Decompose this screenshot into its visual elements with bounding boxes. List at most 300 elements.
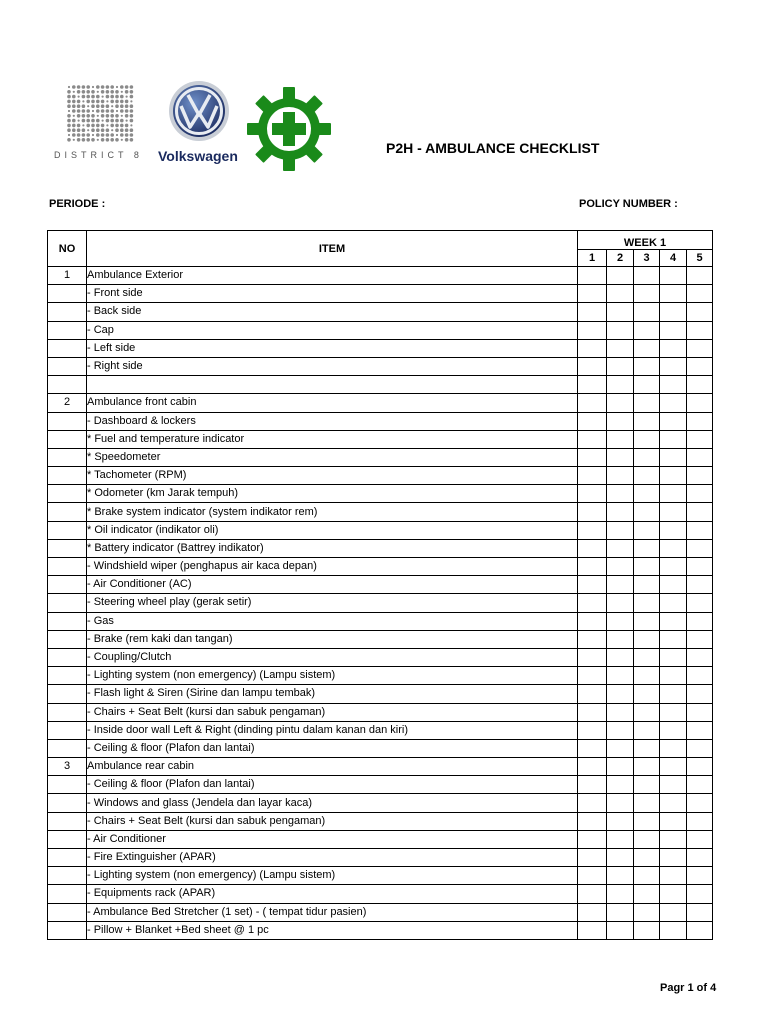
check-cell-day-5[interactable]	[687, 412, 713, 430]
check-cell-day-4[interactable]	[660, 267, 687, 285]
check-cell-day-5[interactable]	[687, 503, 713, 521]
logo-dot	[125, 90, 129, 94]
row-number	[48, 539, 87, 557]
check-cell-day-4[interactable]	[660, 412, 687, 430]
check-cell-day-4[interactable]	[660, 739, 687, 757]
check-cell-day-5[interactable]	[687, 667, 713, 685]
check-cell-day-5[interactable]	[687, 539, 713, 557]
logo-dot	[86, 133, 90, 137]
logo-dot	[115, 128, 119, 132]
check-cell-day-1[interactable]	[578, 412, 607, 430]
row-item: - Pillow + Blanket +Bed sheet @ 1 pc	[87, 921, 578, 939]
check-cell-day-4[interactable]	[660, 448, 687, 466]
check-cell-day-1[interactable]	[578, 612, 607, 630]
check-cell-day-1[interactable]	[578, 812, 607, 830]
logo-dot	[126, 120, 128, 122]
check-cell-day-2[interactable]	[607, 339, 634, 357]
logo-dot	[72, 109, 76, 113]
logo-dot	[72, 85, 76, 89]
check-cell-day-5[interactable]	[687, 703, 713, 721]
logo-dot	[91, 95, 95, 99]
check-cell-day-5[interactable]	[687, 448, 713, 466]
logo-dot	[77, 133, 81, 137]
check-cell-day-2[interactable]	[607, 594, 634, 612]
logo-dot	[125, 104, 129, 108]
check-cell-day-2[interactable]	[607, 830, 634, 848]
check-cell-day-3[interactable]	[634, 812, 660, 830]
check-cell-day-4[interactable]	[660, 921, 687, 939]
check-cell-day-2[interactable]	[607, 903, 634, 921]
logo-dot	[96, 133, 100, 137]
check-cell-day-3[interactable]	[634, 448, 660, 466]
logo-dot	[101, 128, 105, 132]
check-cell-day-3[interactable]	[634, 903, 660, 921]
check-cell-day-3[interactable]	[634, 776, 660, 794]
check-cell-day-4[interactable]	[660, 485, 687, 503]
check-cell-day-3[interactable]	[634, 394, 660, 412]
check-cell-day-4[interactable]	[660, 285, 687, 303]
check-cell-day-4[interactable]	[660, 430, 687, 448]
check-cell-day-3[interactable]	[634, 630, 660, 648]
logo-dot	[101, 104, 105, 108]
logo-dot	[91, 124, 95, 128]
check-cell-day-3[interactable]	[634, 467, 660, 485]
row-number	[48, 430, 87, 448]
check-cell-day-2[interactable]	[607, 376, 634, 394]
check-cell-day-2[interactable]	[607, 776, 634, 794]
logo-dot	[77, 114, 81, 118]
logo-dot	[82, 109, 86, 113]
logo-dot	[77, 100, 81, 104]
check-cell-day-2[interactable]	[607, 321, 634, 339]
check-cell-day-5[interactable]	[687, 630, 713, 648]
check-cell-day-1[interactable]	[578, 776, 607, 794]
check-cell-day-1[interactable]	[578, 267, 607, 285]
check-cell-day-5[interactable]	[687, 576, 713, 594]
table-row	[48, 503, 713, 521]
logo-dot	[110, 100, 114, 104]
check-cell-day-3[interactable]	[634, 648, 660, 666]
table-row	[48, 758, 713, 776]
check-cell-day-2[interactable]	[607, 448, 634, 466]
table-row	[48, 867, 713, 885]
check-cell-day-5[interactable]	[687, 303, 713, 321]
row-item: - Chairs + Seat Belt (kursi dan sabuk pengaman)	[87, 703, 578, 721]
check-cell-day-5[interactable]	[687, 267, 713, 285]
header-day-1: 1	[578, 250, 607, 267]
logo-dot	[101, 100, 105, 104]
check-cell-day-2[interactable]	[607, 285, 634, 303]
logo-dot	[82, 85, 86, 89]
check-cell-day-3[interactable]	[634, 503, 660, 521]
check-cell-day-2[interactable]	[607, 721, 634, 739]
logo-dot	[67, 100, 71, 104]
check-cell-day-5[interactable]	[687, 721, 713, 739]
check-cell-day-5[interactable]	[687, 394, 713, 412]
check-cell-day-3[interactable]	[634, 303, 660, 321]
check-cell-day-4[interactable]	[660, 685, 687, 703]
logo-dot	[102, 96, 104, 98]
check-cell-day-2[interactable]	[607, 576, 634, 594]
row-item: - Equipments rack (APAR)	[87, 885, 578, 903]
check-cell-day-1[interactable]	[578, 430, 607, 448]
check-cell-day-5[interactable]	[687, 376, 713, 394]
check-cell-day-4[interactable]	[660, 758, 687, 776]
table-row	[48, 357, 713, 375]
table-row	[48, 448, 713, 466]
table-row	[48, 849, 713, 867]
check-cell-day-4[interactable]	[660, 521, 687, 539]
logo-dot	[96, 85, 100, 89]
row-item: * Fuel and temperature indicator	[87, 430, 578, 448]
row-item: * Odometer (km Jarak tempuh)	[87, 485, 578, 503]
logo-dot	[115, 114, 119, 118]
logo-dot	[110, 90, 114, 94]
check-cell-day-1[interactable]	[578, 357, 607, 375]
check-cell-day-2[interactable]	[607, 758, 634, 776]
check-cell-day-1[interactable]	[578, 321, 607, 339]
check-cell-day-4[interactable]	[660, 867, 687, 885]
check-cell-day-4[interactable]	[660, 849, 687, 867]
checklist-table	[47, 230, 713, 940]
check-cell-day-1[interactable]	[578, 521, 607, 539]
logo-dot	[130, 119, 134, 123]
check-cell-day-4[interactable]	[660, 630, 687, 648]
check-cell-day-1[interactable]	[578, 703, 607, 721]
row-number	[48, 612, 87, 630]
check-cell-day-2[interactable]	[607, 394, 634, 412]
check-cell-day-1[interactable]	[578, 594, 607, 612]
check-cell-day-1[interactable]	[578, 739, 607, 757]
row-item: * Brake system indicator (system indikator rem)	[87, 503, 578, 521]
row-item: - Left side	[87, 339, 578, 357]
table-row	[48, 921, 713, 939]
check-cell-day-3[interactable]	[634, 267, 660, 285]
row-number	[48, 703, 87, 721]
check-cell-day-2[interactable]	[607, 558, 634, 576]
check-cell-day-2[interactable]	[607, 885, 634, 903]
check-cell-day-3[interactable]	[634, 576, 660, 594]
check-cell-day-5[interactable]	[687, 830, 713, 848]
logo-dot	[125, 124, 129, 128]
row-number	[48, 467, 87, 485]
check-cell-day-4[interactable]	[660, 558, 687, 576]
check-cell-day-3[interactable]	[634, 758, 660, 776]
check-cell-day-4[interactable]	[660, 376, 687, 394]
check-cell-day-1[interactable]	[578, 849, 607, 867]
logo-dot	[121, 91, 123, 93]
row-item: - Chairs + Seat Belt (kursi dan sabuk pengaman)	[87, 812, 578, 830]
logo-dot	[106, 100, 108, 102]
check-cell-day-1[interactable]	[578, 667, 607, 685]
logo-dot	[82, 100, 84, 102]
check-cell-day-5[interactable]	[687, 648, 713, 666]
check-cell-day-4[interactable]	[660, 503, 687, 521]
row-item: - Lighting system (non emergency) (Lampu sistem)	[87, 867, 578, 885]
check-cell-day-5[interactable]	[687, 594, 713, 612]
check-cell-day-1[interactable]	[578, 830, 607, 848]
check-cell-day-2[interactable]	[607, 521, 634, 539]
logo-dot	[96, 109, 100, 113]
check-cell-day-3[interactable]	[634, 849, 660, 867]
check-cell-day-1[interactable]	[578, 539, 607, 557]
check-cell-day-4[interactable]	[660, 721, 687, 739]
check-cell-day-3[interactable]	[634, 376, 660, 394]
check-cell-day-1[interactable]	[578, 648, 607, 666]
check-cell-day-1[interactable]	[578, 303, 607, 321]
check-cell-day-2[interactable]	[607, 703, 634, 721]
check-cell-day-1[interactable]	[578, 921, 607, 939]
logo-dot	[87, 105, 89, 107]
check-cell-day-3[interactable]	[634, 430, 660, 448]
logo-dot	[82, 114, 86, 118]
logo-dot	[126, 96, 128, 98]
table-row	[48, 794, 713, 812]
check-cell-day-4[interactable]	[660, 539, 687, 557]
check-cell-day-5[interactable]	[687, 485, 713, 503]
check-cell-day-3[interactable]	[634, 703, 660, 721]
volkswagen-logo	[156, 80, 246, 166]
logo-dot	[86, 109, 90, 113]
check-cell-day-4[interactable]	[660, 903, 687, 921]
check-cell-day-1[interactable]	[578, 467, 607, 485]
check-cell-day-4[interactable]	[660, 594, 687, 612]
row-number	[48, 867, 87, 885]
check-cell-day-2[interactable]	[607, 303, 634, 321]
logo-dot	[77, 124, 81, 128]
logo-dot	[87, 129, 89, 131]
volkswagen-logo-text: Volkswagen	[158, 148, 238, 164]
logo-dot	[125, 109, 129, 113]
check-cell-day-1[interactable]	[578, 576, 607, 594]
check-cell-day-1[interactable]	[578, 376, 607, 394]
table-row	[48, 394, 713, 412]
check-cell-day-2[interactable]	[607, 503, 634, 521]
check-cell-day-4[interactable]	[660, 703, 687, 721]
check-cell-day-1[interactable]	[578, 558, 607, 576]
check-cell-day-5[interactable]	[687, 558, 713, 576]
row-item: - Air Conditioner	[87, 830, 578, 848]
row-number: 1	[48, 267, 87, 285]
row-item: - Ceiling & floor (Plafon dan lantai)	[87, 739, 578, 757]
check-cell-day-2[interactable]	[607, 812, 634, 830]
check-cell-day-1[interactable]	[578, 503, 607, 521]
row-number	[48, 357, 87, 375]
check-cell-day-2[interactable]	[607, 430, 634, 448]
check-cell-day-5[interactable]	[687, 357, 713, 375]
logo-dot	[97, 91, 99, 93]
safety-gear-logo	[246, 86, 332, 172]
check-cell-day-2[interactable]	[607, 357, 634, 375]
logo-dot	[106, 85, 110, 89]
logo-dot	[106, 128, 110, 132]
table-row	[48, 467, 713, 485]
check-cell-day-4[interactable]	[660, 776, 687, 794]
logo-dot	[101, 114, 105, 118]
green-cross-gear-icon	[246, 86, 332, 172]
check-cell-day-5[interactable]	[687, 339, 713, 357]
check-cell-day-2[interactable]	[607, 867, 634, 885]
check-cell-day-4[interactable]	[660, 303, 687, 321]
check-cell-day-5[interactable]	[687, 521, 713, 539]
check-cell-day-3[interactable]	[634, 867, 660, 885]
logo-dot	[121, 139, 123, 141]
check-cell-day-3[interactable]	[634, 885, 660, 903]
check-cell-day-4[interactable]	[660, 885, 687, 903]
row-item: - Flash light & Siren (Sirine dan lampu tembak)	[87, 685, 578, 703]
logo-dot	[110, 133, 114, 137]
table-row	[48, 412, 713, 430]
check-cell-day-3[interactable]	[634, 667, 660, 685]
logo-dot	[130, 90, 134, 94]
table-row	[48, 430, 713, 448]
header-day-2: 2	[607, 250, 634, 267]
check-cell-day-4[interactable]	[660, 667, 687, 685]
check-cell-day-5[interactable]	[687, 467, 713, 485]
row-item: - Ambulance Bed Stretcher (1 set) - ( tempat tidur pasien)	[87, 903, 578, 921]
check-cell-day-2[interactable]	[607, 921, 634, 939]
check-cell-day-1[interactable]	[578, 339, 607, 357]
check-cell-day-1[interactable]	[578, 794, 607, 812]
check-cell-day-5[interactable]	[687, 739, 713, 757]
logo-dot	[77, 90, 81, 94]
check-cell-day-4[interactable]	[660, 394, 687, 412]
check-cell-day-5[interactable]	[687, 885, 713, 903]
row-item: * Speedometer	[87, 448, 578, 466]
check-cell-day-3[interactable]	[634, 921, 660, 939]
logo-dot	[130, 133, 134, 137]
check-cell-day-3[interactable]	[634, 521, 660, 539]
check-cell-day-1[interactable]	[578, 448, 607, 466]
check-cell-day-2[interactable]	[607, 648, 634, 666]
check-cell-day-1[interactable]	[578, 630, 607, 648]
check-cell-day-5[interactable]	[687, 612, 713, 630]
logo-dot	[106, 138, 110, 142]
check-cell-day-5[interactable]	[687, 867, 713, 885]
logo-dot	[106, 114, 110, 118]
logo-dot	[91, 90, 95, 94]
check-cell-day-3[interactable]	[634, 357, 660, 375]
check-cell-day-1[interactable]	[578, 867, 607, 885]
check-cell-day-2[interactable]	[607, 412, 634, 430]
check-cell-day-1[interactable]	[578, 721, 607, 739]
check-cell-day-5[interactable]	[687, 285, 713, 303]
logo-dot	[120, 85, 124, 89]
check-cell-day-2[interactable]	[607, 267, 634, 285]
district8-logo-text: DISTRICT 8	[54, 150, 143, 160]
check-cell-day-1[interactable]	[578, 903, 607, 921]
check-cell-day-3[interactable]	[634, 285, 660, 303]
check-cell-day-2[interactable]	[607, 667, 634, 685]
table-row	[48, 703, 713, 721]
check-cell-day-3[interactable]	[634, 794, 660, 812]
check-cell-day-4[interactable]	[660, 812, 687, 830]
check-cell-day-2[interactable]	[607, 849, 634, 867]
logo-dot	[68, 134, 70, 136]
logo-dot	[115, 95, 119, 99]
check-cell-day-4[interactable]	[660, 321, 687, 339]
logo-dot	[101, 124, 105, 128]
check-cell-day-2[interactable]	[607, 630, 634, 648]
check-cell-day-3[interactable]	[634, 339, 660, 357]
logo-dot	[130, 109, 134, 113]
row-item: - Air Conditioner (AC)	[87, 576, 578, 594]
check-cell-day-3[interactable]	[634, 558, 660, 576]
row-number	[48, 721, 87, 739]
check-cell-day-2[interactable]	[607, 685, 634, 703]
check-cell-day-5[interactable]	[687, 430, 713, 448]
check-cell-day-3[interactable]	[634, 321, 660, 339]
table-row	[48, 303, 713, 321]
check-cell-day-2[interactable]	[607, 467, 634, 485]
row-item: - Cap	[87, 321, 578, 339]
check-cell-day-5[interactable]	[687, 903, 713, 921]
check-cell-day-5[interactable]	[687, 685, 713, 703]
check-cell-day-3[interactable]	[634, 412, 660, 430]
check-cell-day-5[interactable]	[687, 849, 713, 867]
check-cell-day-4[interactable]	[660, 830, 687, 848]
check-cell-day-2[interactable]	[607, 794, 634, 812]
check-cell-day-2[interactable]	[607, 612, 634, 630]
check-cell-day-4[interactable]	[660, 576, 687, 594]
check-cell-day-1[interactable]	[578, 394, 607, 412]
check-cell-day-5[interactable]	[687, 321, 713, 339]
check-cell-day-3[interactable]	[634, 830, 660, 848]
check-cell-day-3[interactable]	[634, 685, 660, 703]
logo-dot	[120, 104, 124, 108]
check-cell-day-2[interactable]	[607, 539, 634, 557]
check-cell-day-3[interactable]	[634, 739, 660, 757]
check-cell-day-3[interactable]	[634, 594, 660, 612]
check-cell-day-3[interactable]	[634, 485, 660, 503]
check-cell-day-1[interactable]	[578, 685, 607, 703]
logo-dot	[110, 114, 114, 118]
check-cell-day-3[interactable]	[634, 612, 660, 630]
logo-dot	[78, 96, 80, 98]
check-cell-day-3[interactable]	[634, 539, 660, 557]
logo-dot	[125, 85, 129, 89]
check-cell-day-4[interactable]	[660, 794, 687, 812]
check-cell-day-4[interactable]	[660, 339, 687, 357]
check-cell-day-5[interactable]	[687, 776, 713, 794]
table-row	[48, 521, 713, 539]
check-cell-day-5[interactable]	[687, 921, 713, 939]
check-cell-day-5[interactable]	[687, 812, 713, 830]
row-number	[48, 648, 87, 666]
row-number	[48, 339, 87, 357]
check-cell-day-1[interactable]	[578, 285, 607, 303]
check-cell-day-2[interactable]	[607, 485, 634, 503]
check-cell-day-5[interactable]	[687, 758, 713, 776]
check-cell-day-4[interactable]	[660, 357, 687, 375]
row-number: 3	[48, 758, 87, 776]
check-cell-day-1[interactable]	[578, 758, 607, 776]
table-row	[48, 776, 713, 794]
check-cell-day-5[interactable]	[687, 794, 713, 812]
check-cell-day-2[interactable]	[607, 739, 634, 757]
table-row	[48, 285, 713, 303]
check-cell-day-4[interactable]	[660, 467, 687, 485]
table-row	[48, 667, 713, 685]
row-number	[48, 739, 87, 757]
check-cell-day-4[interactable]	[660, 612, 687, 630]
logo-dot	[125, 138, 129, 142]
check-cell-day-4[interactable]	[660, 648, 687, 666]
check-cell-day-3[interactable]	[634, 721, 660, 739]
check-cell-day-1[interactable]	[578, 485, 607, 503]
header-day-3: 3	[634, 250, 660, 267]
check-cell-day-1[interactable]	[578, 885, 607, 903]
